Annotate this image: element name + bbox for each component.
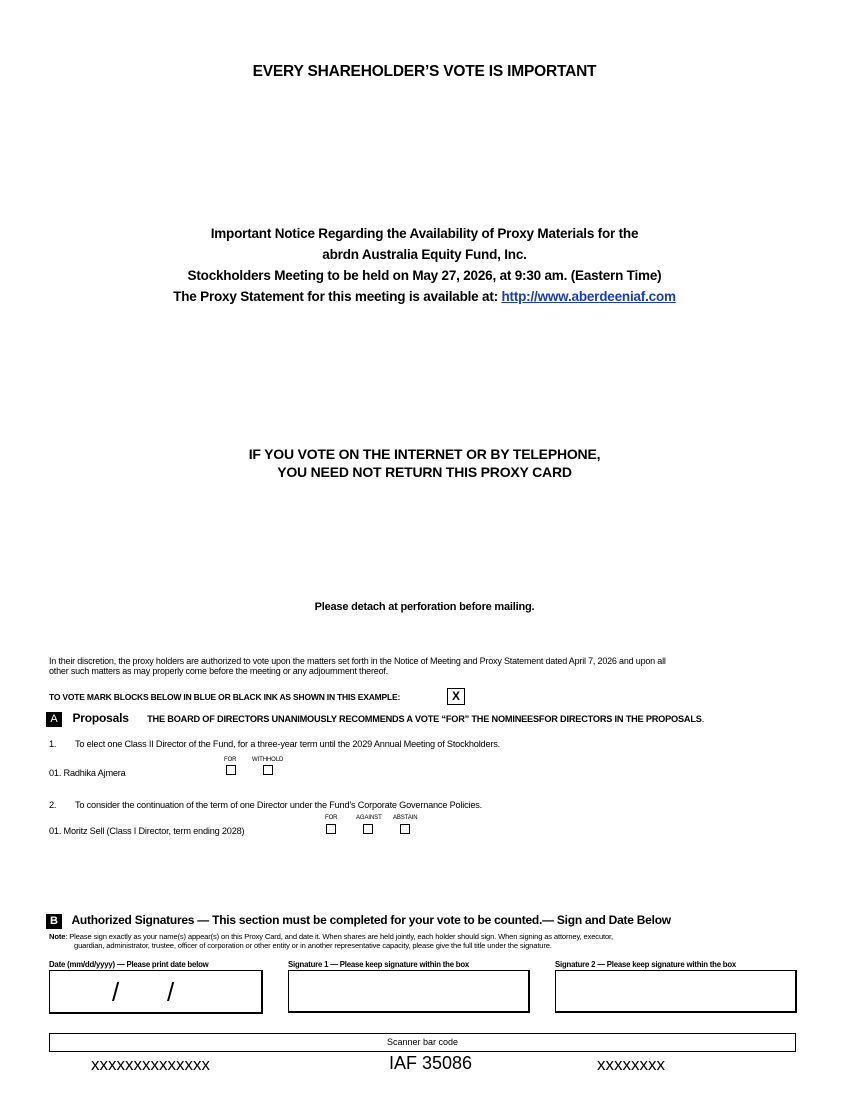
vote-notice-line-2: YOU NEED NOT RETURN THIS PROXY CARD <box>277 464 572 480</box>
proposal-2-for-checkbox[interactable] <box>326 824 336 834</box>
signature-2-label: Signature 2 — Please keep signature within the box <box>555 960 737 969</box>
proposal-1-number: 1. <box>49 739 57 749</box>
section-a-period: . <box>701 714 705 724</box>
section-a-badge: A <box>46 712 62 727</box>
proposal-2-text: To consider the continuation of the term of one Director under the Fund’s Corporate Governance Policies. <box>75 800 482 810</box>
code-right: xxxxxxxx <box>597 1055 665 1074</box>
section-a-header <box>46 709 704 727</box>
proxy-notice <box>0 223 849 307</box>
proposal-2-nominee: 01. Moritz Sell (Class I Director, term ending 2028) <box>49 826 245 836</box>
proxy-statement-link[interactable]: http://www.aberdeeniaf.com <box>501 289 676 304</box>
notice-line-2: abrdn Australia Equity Fund, Inc. <box>322 247 527 262</box>
proposal-1-for-label: FOR <box>224 757 237 763</box>
proposal-1-text: To elect one Class II Director of the Fund, for a three-year term until the 2029 Annual Meeting of Stockholders. <box>75 739 500 749</box>
section-a-recommendation: THE BOARD OF DIRECTORS UNANIMOUSLY RECOMMENDS A VOTE “FOR” THE NOMINEESFOR DIRECTORS IN THE PROPOSALS <box>147 714 702 724</box>
proposal-2-abstain-label: ABSTAIN <box>393 815 418 821</box>
date-separator-1: / <box>112 977 120 1007</box>
vote-notice-line-1: IF YOU VOTE ON THE INTERNET OR BY TELEPHONE, <box>248 446 601 462</box>
section-b-header <box>46 911 671 929</box>
date-separator-2: / <box>167 977 175 1007</box>
notice-line-3: Stockholders Meeting to be held on May 27, 2026, at 9:30 am. (Eastern Time) <box>187 268 662 283</box>
notice-line-4-prefix: The Proxy Statement for this meeting is available at: <box>173 289 502 304</box>
code-left: xxxxxxxxxxxxxx <box>91 1055 210 1074</box>
discretion-line-2: other such matters as may properly come before the meeting or any adjournment thereof. <box>49 666 388 676</box>
note-line-2: guardian, administrator, trustee, officer of corporation or other entity or in another representative capacity, please give the full title under the signature. <box>74 941 552 950</box>
proposal-2-against-checkbox[interactable] <box>363 824 373 834</box>
note-label: Note <box>49 932 66 941</box>
code-center: IAF 35086 <box>389 1053 473 1073</box>
proposal-2-abstain-checkbox[interactable] <box>400 824 410 834</box>
section-b-badge: B <box>46 914 62 929</box>
mark-instruction: TO VOTE MARK BLOCKS BELOW IN BLUE OR BLACK INK AS SHOWN IN THIS EXAMPLE: <box>49 692 401 702</box>
section-a-title: Proposals <box>72 711 129 725</box>
page-title: EVERY SHAREHOLDER’S VOTE IS IMPORTANT <box>252 63 597 80</box>
section-b-title: Authorized Signatures — This section must be completed for your vote to be counted.— Sign and Date Below <box>71 913 671 927</box>
discretion-line-1: In their discretion, the proxy holders are authorized to vote upon the matters set forth in the Notice of Meeting and Proxy Statement dated April 7, 2026 and upon all <box>49 656 666 666</box>
signature-1-box[interactable] <box>288 970 530 1013</box>
date-input-box[interactable] <box>49 970 263 1014</box>
vote-notice <box>0 445 849 481</box>
example-mark-box: X <box>447 688 465 705</box>
discretion-paragraph <box>49 656 809 676</box>
notice-line-1: Important Notice Regarding the Availability of Proxy Materials for the <box>210 226 639 241</box>
signature-2-box[interactable] <box>555 970 797 1013</box>
date-label: Date (mm/dd/yyyy) — Please print date below <box>49 960 209 969</box>
notice-line-4 <box>0 286 849 307</box>
detach-instruction: Please detach at perforation before mailing. <box>314 601 535 613</box>
note-line-1: : Please sign exactly as your name(s) appear(s) on this Proxy Card, and date it. When shares are held jointly, each holder should sign. When signing as attorney, executor, <box>65 932 613 941</box>
proposal-2-for-label: FOR <box>325 815 338 821</box>
proposal-1-for-checkbox[interactable] <box>226 765 236 775</box>
proposal-1-withhold-label: WITHHOLD <box>252 757 284 763</box>
signature-note <box>49 932 809 950</box>
proposal-2-against-label: AGAINST <box>356 815 382 821</box>
signature-1-label: Signature 1 — Please keep signature within the box <box>288 960 470 969</box>
scanner-barcode-box: Scanner bar code <box>49 1033 796 1052</box>
proposal-2-number: 2. <box>49 800 57 810</box>
proposal-1-withhold-checkbox[interactable] <box>263 765 273 775</box>
proposal-1-nominee: 01. Radhika Ajmera <box>49 768 126 778</box>
